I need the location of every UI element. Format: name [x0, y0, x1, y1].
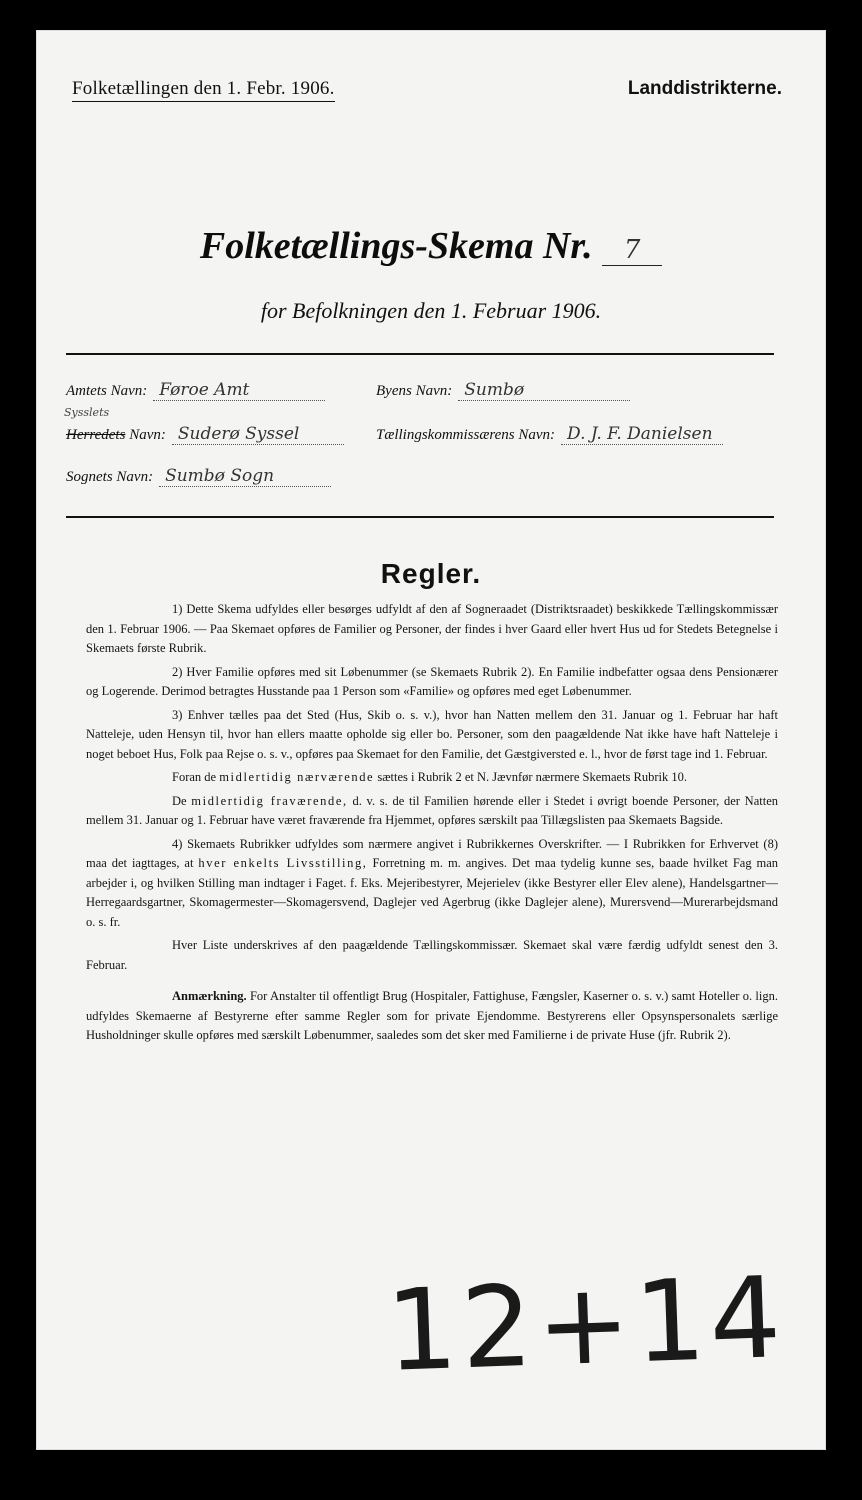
rule-signature: Hver Liste underskrives af den paagældende Tællingskommissær. Skemaet skal være færdig udfyldt senest den 3. Februar. — [86, 938, 778, 972]
herred-label-rest: Navn: — [129, 427, 166, 443]
herred-label-struck: Herredets — [66, 427, 126, 443]
note-label: Anmærkning. — [172, 989, 247, 1003]
by-field — [376, 380, 630, 401]
herred-correction: Sysslets — [64, 406, 110, 419]
herred-field — [66, 424, 344, 445]
bottom-divider — [66, 516, 774, 518]
form-title — [36, 224, 826, 268]
by-value[interactable]: Sumbø — [458, 380, 630, 401]
form-number[interactable]: 7 — [602, 235, 662, 266]
rule-4: 4) Skemaets Rubrikker udfyldes som nærmere angivet i Rubrikkernes Overskrifter. — I Rubrikken for Erhvervet (8) maa det iagttages, at hver enkelts Livsstilling, Forretning m. m. angives. Det maa tydelig kunne ses, baade hvilket Fag man arbejder i, og hvilken Stilling man indtager i Faget. f. Eks. Mejeribestyrer, Mejerielev (ikke Bestyrer eller Elev alene), Handelsgartner—Herregaardsgartner, Skomagermester—Skomagersvend, Daglejer ved Agerbrug (ikke Daglejer alene), Murersvend—Murerarbejdsmand o. s. fr. — [86, 836, 779, 929]
rule-3-absent: De midlertidig fraværende, d. v. s. de til Familien hørende eller i Stedet i øvrigt boende Personer, der Natten mellem 31. Januar og 1. Februar have været fraværende fra Hjemmet, opføres særskilt paa Tillægslisten paa Skemaets Bagside. — [86, 793, 779, 827]
kommissaer-field — [376, 424, 723, 445]
amt-field — [66, 380, 325, 401]
note-institutions: Anmærkning. For Anstalter til offentligt Brug (Hospitaler, Fattighuse, Fængsler, Kaserner o. s. v.) samt Hoteller o. lign. udfyldes Skemaerne af Bestyrerne efter samme Regler som for private Ejendomme. Bestyrerens eller Opsynspersonalets særlige Husholdninger skulle opføres med særskilt Løbenummer, saaledes som det sker med Familierne i de private Huse (jfr. Rubrik 2). — [86, 989, 779, 1042]
header-district-type: Landdistrikterne. — [627, 78, 782, 99]
pencil-annotation: 12+14 — [383, 1253, 788, 1397]
form-subtitle: for Befolkningen den 1. Februar 1906. — [260, 298, 602, 323]
amt-label: Amtets Navn: — [66, 383, 148, 399]
kommissaer-label: Tællingskommissærens Navn: — [376, 427, 556, 443]
form-title-text: Folketællings-Skema Nr. — [199, 225, 593, 267]
header-census-date: Folketællingen den 1. Febr. 1906. — [72, 78, 335, 102]
rule-3-present: Foran de midlertidig nærværende sættes i Rubrik 2 et N. Jævnfør nærmere Skemaets Rubrik 10. — [172, 770, 688, 784]
sogn-field — [66, 466, 331, 487]
rule-3: 3) Enhver tælles paa det Sted (Hus, Skib o. s. v.), hvor han Natten mellem den 31. Januar og 1. Februar har haft Natteleje, uden Hensyn til, hvor han ellers maatte opholde sig eller bo. Personer, som den paagældende Nat ikke have haft Natteleje i noget beboet Hus, Folk paa Rejse o. s. v., opføres paa Skemaet for den Familie, det Gæstgiversted e. l., hvor de først tage ind 1. Februar. — [86, 707, 778, 761]
census-form-page — [36, 30, 826, 1450]
top-divider — [66, 353, 774, 355]
by-label: Byens Navn: — [376, 383, 453, 399]
regler-body — [86, 600, 778, 1050]
regler-heading: Regler. — [380, 558, 482, 589]
herred-value[interactable]: Suderø Syssel — [172, 424, 344, 445]
kommissaer-value[interactable]: D. J. F. Danielsen — [561, 424, 723, 445]
rule-2: 2) Hver Familie opføres med sit Løbenummer (se Skemaets Rubrik 2). En Familie indbefatter ogsaa dens Pensionærer og Logerende. Derimod betragtes Husstande paa 1 Person som «Familie» og opføres med eget Løbenummer. — [86, 664, 778, 698]
amt-value[interactable]: Føroe Amt — [153, 380, 325, 401]
sogn-value[interactable]: Sumbø Sogn — [159, 466, 331, 487]
rule-1: 1) Dette Skema udfyldes eller besørges udfyldt af den af Sogneraadet (Distriktsraadet) beskikkede Tællingskommissær den 1. Februar 1906. — Paa Skemaet opføres de Familier og Personer, der findes i hver Gaard eller hvert Hus ud for Stedets Betegnelse i Skemaets første Rubrik. — [86, 602, 778, 655]
sogn-label: Sognets Navn: — [66, 469, 154, 485]
